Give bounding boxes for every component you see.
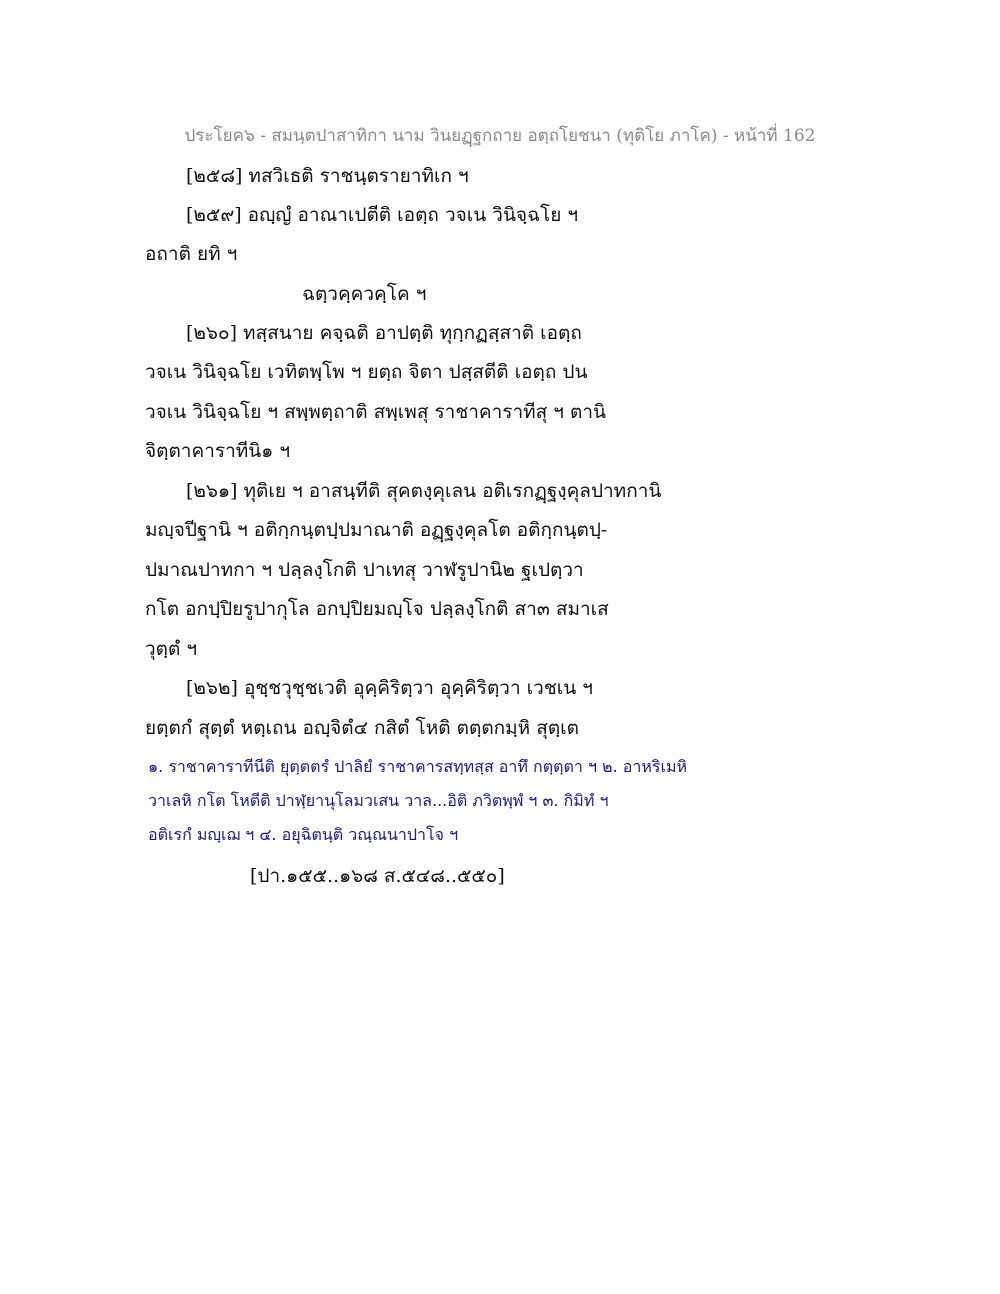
page-header: ประโยค๖ - สมนฺตปาสาทิกา นาม วินยฏฺฐกถาย อตฺถโยชนา (ทุติโย ภาโค) - หน้าที่ 162 bbox=[184, 126, 816, 146]
text-line: วจเน วินิจฺฉโย ฯ สพฺพตฺถาติ สพฺเพสุ ราชาคาราทีสุ ฯ ตานิ bbox=[145, 401, 607, 423]
paragraph-258: [๒๕๘] ทสวิเธติ ราชนฺตรายาทิเก ฯ bbox=[186, 165, 469, 187]
text-line: มญฺจปีฐานิ ฯ อติกฺกนฺตปฺปมาณาติ อฏฺฐงฺคุลโต อติกฺกนฺตปฺ- bbox=[145, 519, 608, 541]
text-line: กโต อกปฺปิยรูปากุโล อกปฺปิยมญฺโจ ปลฺลงฺโกติ สา๓ สมาเส bbox=[145, 598, 609, 620]
paragraph-259: [๒๕๙] อญฺญํ อาณาเปตีติ เอตฺถ วจเน วินิจฺฉโย ฯ bbox=[186, 204, 579, 226]
paragraph-262: [๒๖๒] อุชฺชวุชฺชเวติ อุคฺคิริตฺวา อุคฺคิริตฺวา เวชเน ฯ bbox=[186, 677, 593, 699]
section-title: ฉตฺวคฺควคฺโค ฯ bbox=[302, 283, 427, 305]
text-line: วุตฺตํ ฯ bbox=[145, 638, 198, 660]
text-line: ยตฺตกํ สุตฺตํ หตฺเถน อญฺจิตํ๔ กสิตํ โหติ ตตฺตกมฺหิ สุตฺเต bbox=[145, 717, 580, 739]
paragraph-260: [๒๖๐] ทสฺสนาย คจฺฉติ อาปตฺติ ทุกฺกฏสฺสาติ เอตฺถ bbox=[186, 322, 582, 344]
text-line: วจเน วินิจฺฉโย เวทิตพฺโพ ฯ ยตฺถ จิตา ปสฺสตีติ เอตฺถ ปน bbox=[145, 361, 588, 383]
paragraph-261: [๒๖๑] ทุติเย ฯ อาสนฺทีติ สุคตงฺคุเลน อติเรกฏฺฐงฺคุลปาทกานิ bbox=[186, 480, 662, 502]
text-line: จิตฺตาคาราทีนิ๑ ฯ bbox=[145, 440, 291, 462]
text-line: อถาติ ยทิ ฯ bbox=[145, 243, 238, 265]
text-line: ปมาณปาทกา ฯ ปลฺลงฺโกติ ปาเทสุ วาฬรูปานิ๒ ฐเปตฺวา bbox=[145, 559, 584, 581]
footnote-line: ๑. ราชาคาราทีนีติ ยุตฺตตรํ ปาลิยํ ราชาคารสทฺทสฺส อาทึ กตฺตฺตา ฯ ๒. อาหริเมหิ bbox=[148, 757, 688, 776]
footnote-line: อติเรกํ มญฺเฌ ฯ ๔. อยุฉิตนฺติ วณฺณนาปาโจ ฯ bbox=[148, 825, 459, 844]
footnote-line: วาเลหิ กโต โหตีติ ปาฬฺยานุโลมวเสน วาล...อิติ ภวิตพฺพํ ฯ ๓. กิมิทํ ฯ bbox=[148, 791, 609, 810]
source-reference: [ปา.๑๕๕..๑๖๘ ส.๕๔๘..๕๕๐] bbox=[250, 865, 505, 887]
